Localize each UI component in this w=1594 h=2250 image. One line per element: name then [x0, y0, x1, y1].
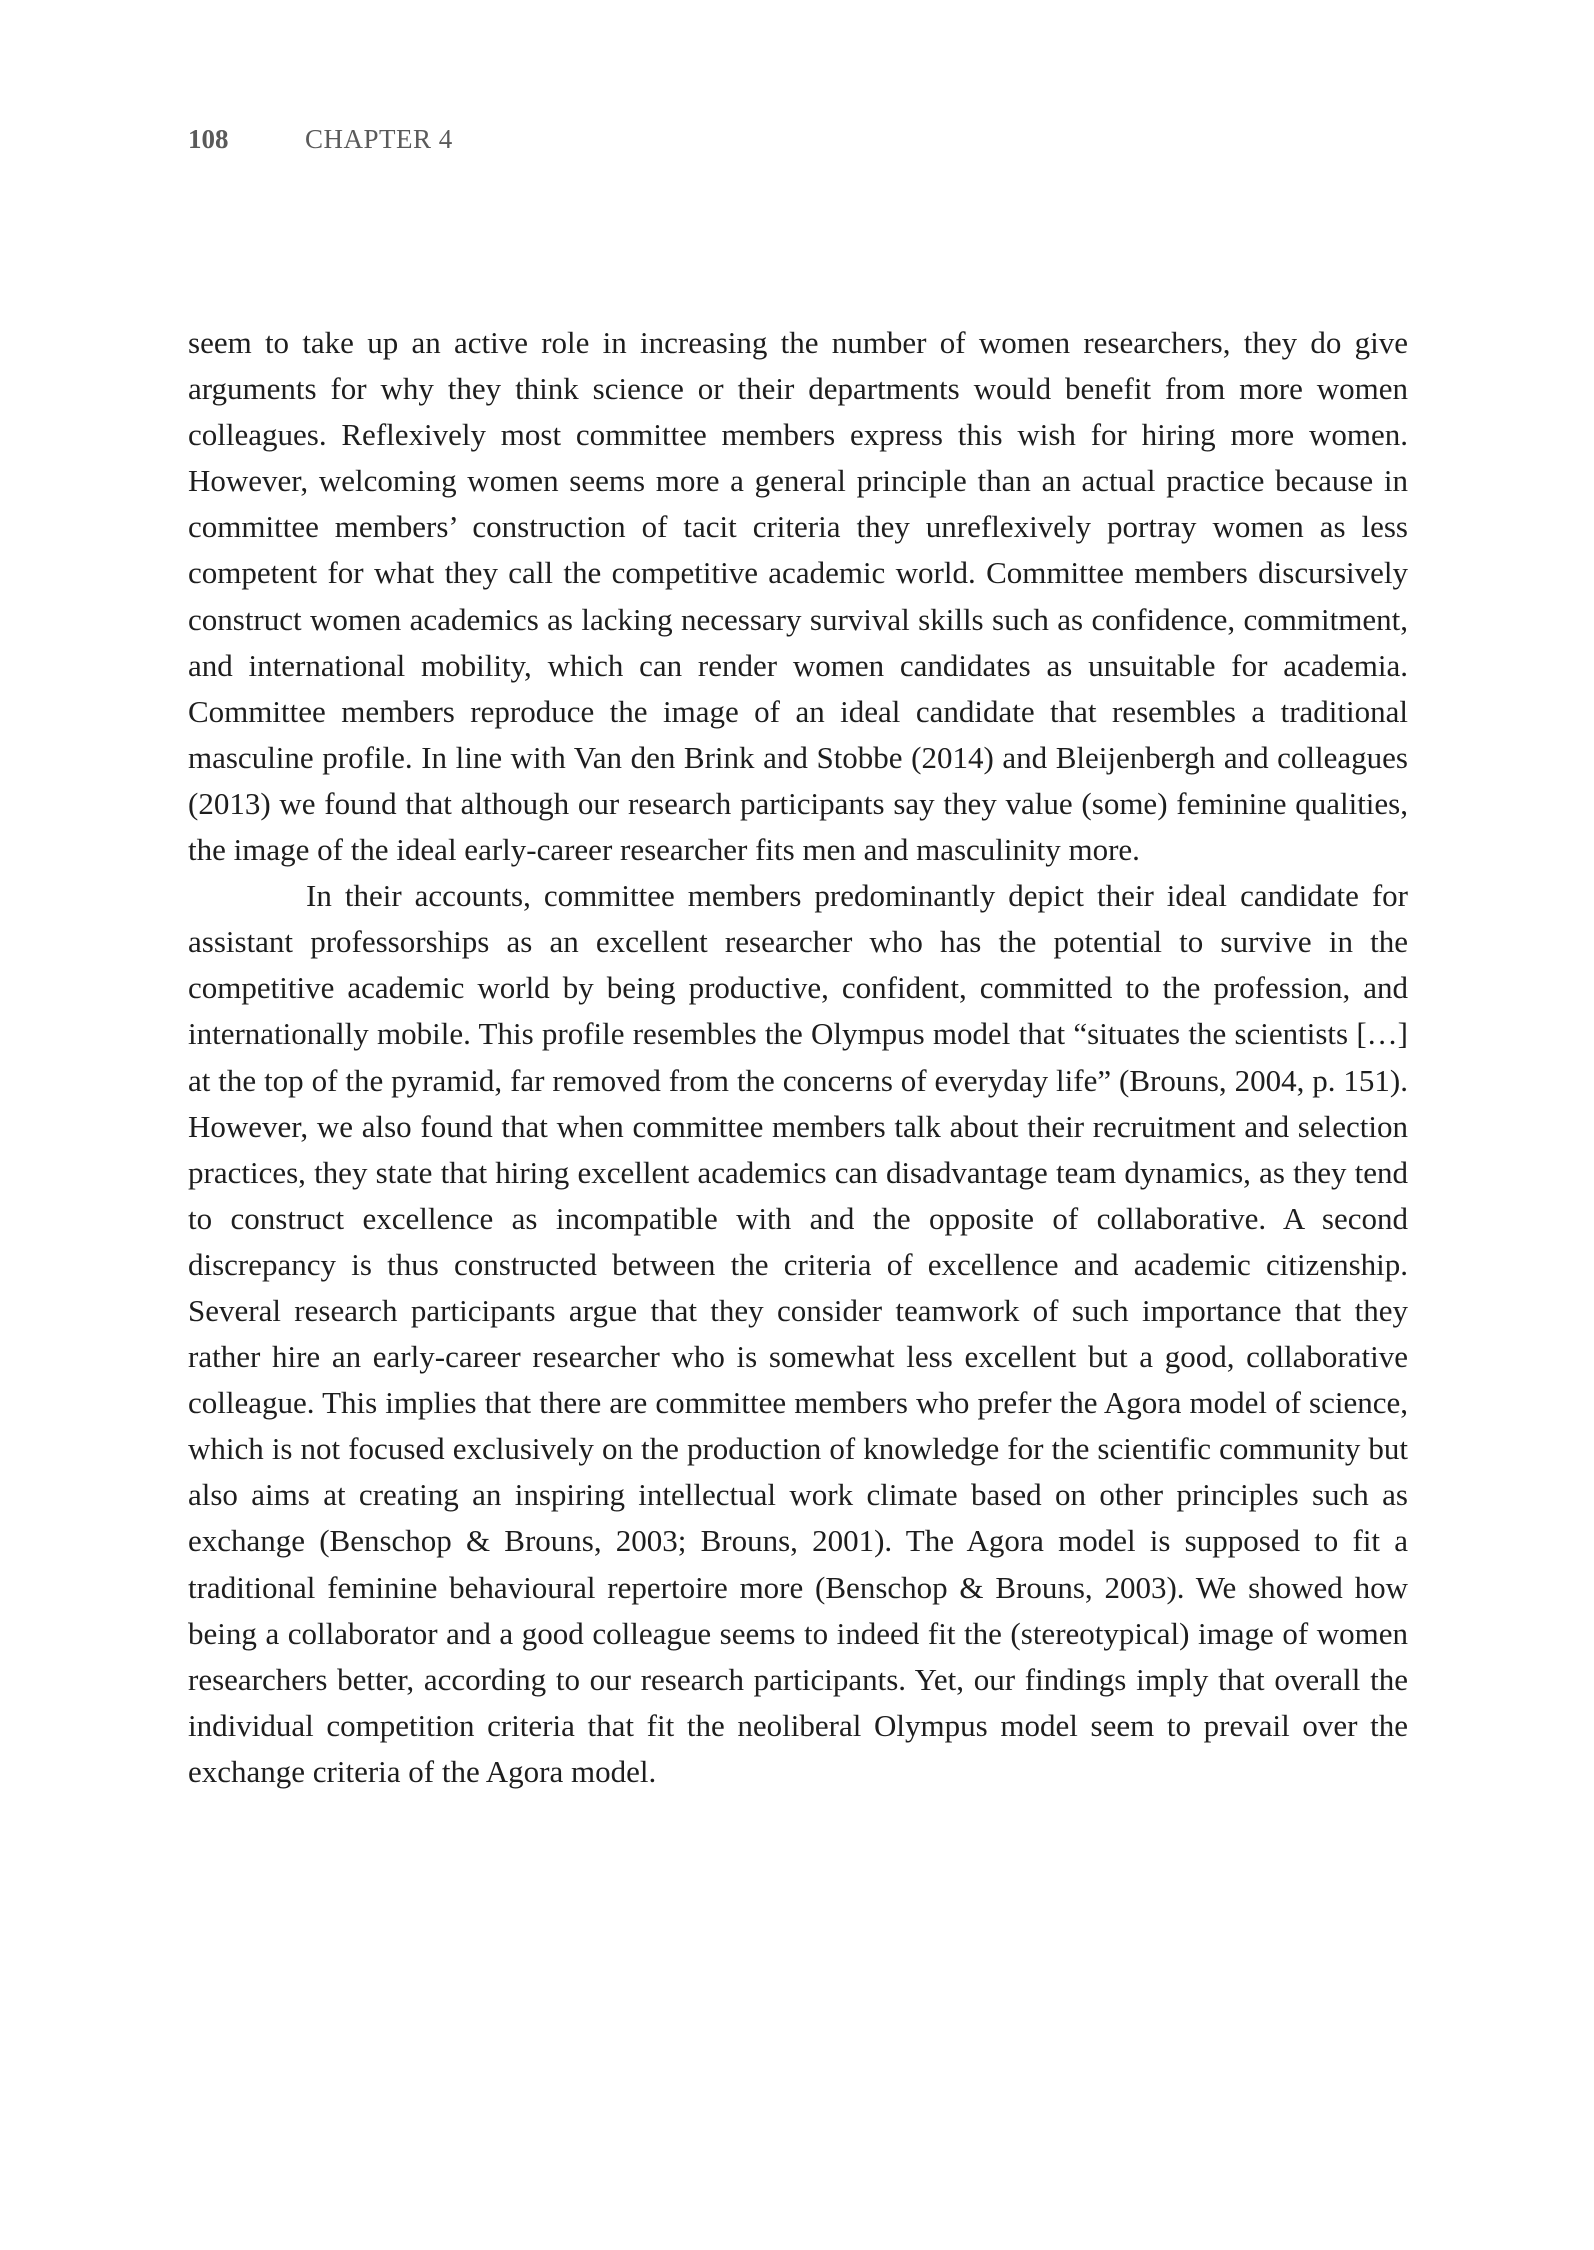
paragraph-1: seem to take up an active role in increasing the number of women researchers, they do give arguments for why they think science or their departments would benefit from more women colleagues. Reflexively most committee members express this wish for hiring more women. However, welcoming women seems more a general principle than an actual practice because in committee members’ construction of tacit criteria they unreflexively portray women as less competent for what they call the competitive academic world. Committee members discursively construct women academics as lacking necessary survival skills such as confidence, commitment, and international mobility, which can render women candidates as unsuitable for academia. Committee members reproduce the image of an ideal candidate that resembles a traditional masculine profile. In line with Van den Brink and Stobbe (2014) and Bleijenbergh and colleagues (2013) we found that although our research participants say they value (some) feminine qualities, the image of the ideal early-career researcher fits men and masculinity more. [188, 325, 1408, 868]
chapter-title: CHAPTER 4 [305, 124, 453, 154]
body-text [188, 320, 1408, 1795]
page-number: 108 [188, 124, 229, 154]
running-head [188, 124, 453, 155]
paragraph-2: In their accounts, committee members predominantly depict their ideal candidate for assistant professorships as an excellent researcher who has the potential to survive in the competitive academic world by being productive, confident, committed to the profession, and internationally mobile. This profile resembles the Olympus model that “situates the scientists […] at the top of the pyramid, far removed from the concerns of everyday life” (Brouns, 2004, p. 151). However, we also found that when committee members talk about their recruitment and selection practices, they state that hiring excellent academics can disadvantage team dynamics, as they tend to construct excellence as incompatible with and the opposite of collaborative. A second discrepancy is thus constructed between the criteria of excellence and academic citizenship. Several research participants argue that they consider teamwork of such importance that they rather hire an early-career researcher who is somewhat less excellent but a good, collaborative colleague. This implies that there are committee members who prefer the Agora model of science, which is not focused exclusively on the production of knowledge for the scientific community but also aims at creating an inspiring intellectual work climate based on other principles such as exchange (Benschop & Brouns, 2003; Brouns, 2001). The Agora model is supposed to fit a traditional feminine behavioural repertoire more (Benschop & Brouns, 2003). We showed how being a collaborator and a good colleague seems to indeed fit the (stereotypical) image of women researchers better, according to our research participants. Yet, our findings imply that overall the individual competition criteria that fit the neoliberal Olympus model seem to prevail over the exchange criteria of the Agora model. [188, 878, 1408, 1789]
